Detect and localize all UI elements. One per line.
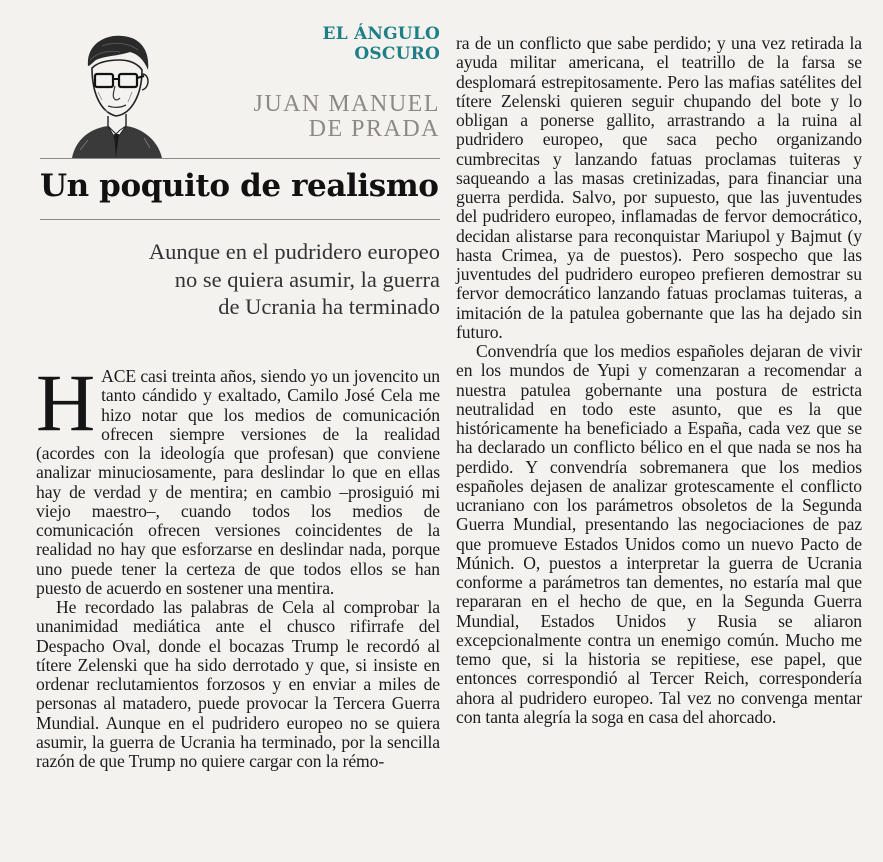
subtitle-line-1: Aunque en el pudridero europeo bbox=[148, 239, 440, 264]
paragraph-2-continued: ra de un conflicto que sabe perdido; y una vez retirada la ayuda militar americana, el teatrillo de la farsa se desplomará estrepitosamente. Pero las mafias satélites del títere Zelenski quieren seguir chupando del bote y lo obligan a ponerse gallito, arrastrando a la ruina al pudridero europeo, que saca pecho organizando cumbrecitas y lanzando fatuas proclamas tuiteras y saqueando a las masas cretinizadas, para financiar una guerra perdida. Salvo, por supuesto, que las juventudes del pudridero europeo, inflamadas de fervor democrático, decidan alistarse para reconquistar Mariupol y Bajmut (y hasta Crimea, ya de puestos). Pero sospecho que las juventudes del pudridero europeo prefieren demostrar su fervor democrático lanzando fatuas proclamas tuiteras, a imitación de la patulea gobernante que las ha dejado sin futuro. bbox=[456, 33, 862, 342]
right-column bbox=[456, 34, 862, 727]
paragraph-3: Convendría que los medios españoles dejaran de vivir en los mundos de Yupi y comenzaran a recomendar a nuestra patulea gobernante una postura de estricta neutralidad en todo este asunto, que es la que históricamente ha beneficiado a España, cada vez que se ha declarado un conflicto bélico en el que nada se nos ha perdido. Y convendría sobremanera que los medios españoles dejasen de analizar grotescamente el conflicto ucraniano con los parámetros obsoletos de la Segunda Guerra Mundial, presentando las negociaciones de paz que promueve Estados Unidos como un nuevo Pacto de Múnich. O, puestos a interpretar la guerra de Ucrania conforme a parámetros tan dementes, no estaría mal que repararan en el hecho de que, en la Segunda Guerra Mundial, Estados Unidos y Rusia se aliaron excepcionalmente contra un enemigo común. Mucho me temo que, si la historia se repitiese, ese papel, que entonces correspondió al Tercer Reich, correspondería ahora al pudridero europeo. Tal vez no convenga mentar con tanta alegría la soga en casa del ahorcado. bbox=[456, 341, 862, 727]
article-body-left bbox=[36, 357, 440, 771]
paragraph-1 bbox=[36, 357, 440, 598]
subtitle bbox=[100, 238, 440, 321]
left-column bbox=[36, 18, 440, 854]
author-first-name: JUAN MANUEL bbox=[253, 91, 440, 117]
paragraph-2-start: He recordado las palabras de Cela al comprobar la unanimidad mediática ante el chusco rifirrafe del Despacho Oval, donde el bocazas Trump le recordó al títere Zelenski que ha sido derrotado y que, si insiste en ordenar reclutamientos forzosos y en enviar a miles de personas al matadero, puede provocar la Tercera Guerra Mundial. Aunque en el pudridero europeo no se quiera asumir, la guerra de Ucrania ha terminado, por la sencilla razón de que Trump no quiere cargar con la rémo- bbox=[36, 597, 440, 771]
section-title: EL ÁNGULO OSCURO bbox=[322, 24, 440, 64]
paragraph-1-text: ACE casi treinta años, siendo yo un jovencito un tanto cándido y exaltado, Camilo José Cela me hizo notar que los medios de comunicación ofrecen siempre versiones de la realidad (acordes con la ideología que profesan) que conviene analizar minuciosamente, para deslindar lo que en ellas hay de verdad y de mentira; en cambio –prosiguió mi viejo maestro–, cuando todos los medios de comunicación ofrecen versiones coincidentes de la realidad no hay que esforzarse en deslindar nada, porque uno puede tener la certeza de que todos ellos se han puesto de acuerdo en sostener una mentira. bbox=[36, 366, 440, 598]
author-caricature-icon bbox=[58, 30, 170, 158]
subtitle-line-2: no se quiera asumir, la guerra bbox=[174, 266, 440, 292]
author-name bbox=[254, 92, 441, 142]
drop-cap: H bbox=[36, 357, 96, 448]
subtitle-line-3: de Ucrania ha terminado bbox=[218, 294, 440, 319]
headline: Un poquito de realismo bbox=[40, 168, 439, 204]
rule-under-headline bbox=[40, 219, 440, 220]
rule-top bbox=[40, 158, 440, 159]
author-last-name: DE PRADA bbox=[308, 116, 440, 142]
